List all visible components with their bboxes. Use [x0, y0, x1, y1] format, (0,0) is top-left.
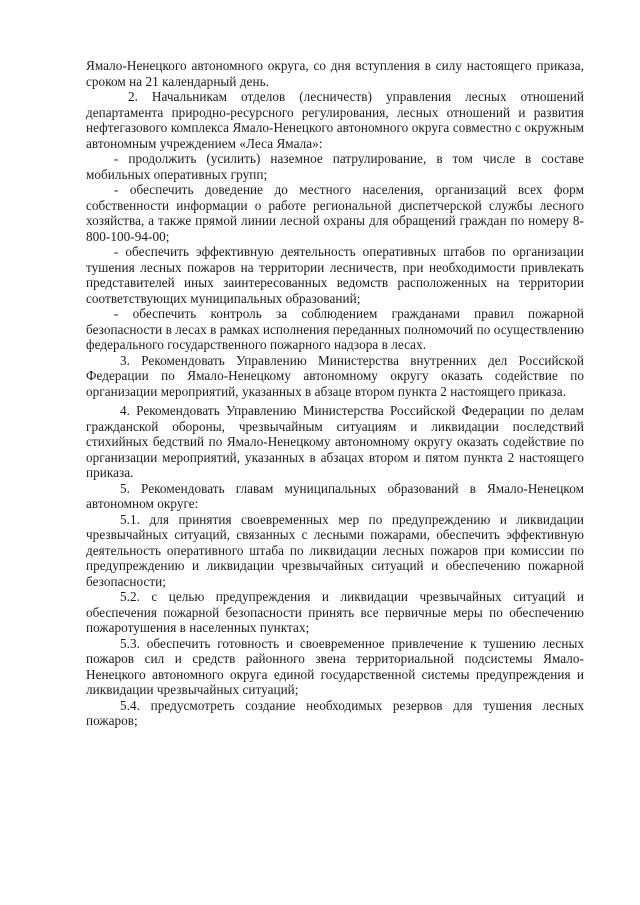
document-page: [86, 58, 584, 729]
paragraph-5-2: 5.2. с целью предупреждения и ликвидации чрезвычайных ситуаций и обеспечения пожарной безопасности принять все первичные меры по обеспечению пожаротушения в населенных пунктах;: [86, 589, 584, 635]
list-item-fire-safety-control: - обеспечить контроль за соблюдением гражданами правил пожарной безопасности в лесах в рамках исполнения переданных полномочий по осуществлению федерального государственного пожарного надзора в лесах.: [86, 306, 584, 352]
list-item-operational-headquarters: - обеспечить эффективную деятельность оперативных штабов по организации тушения лесных пожаров на территории лесничеств, при необходимости привлекать представителей иных заинтересованных ведомств расположенных на территории соответствующих муниципальных образований;: [86, 244, 584, 306]
list-item-patrol: - продолжить (усилить) наземное патрулирование, в том числе в составе мобильных оперативных групп;: [86, 151, 584, 182]
paragraph-5-1: 5.1. для принятия своевременных мер по предупреждению и ликвидации чрезвычайных ситуаций, связанных с лесными пожарами, обеспечить эффективную деятельность оперативного штаба по ликвидации лесных пожаров при комиссии по предупреждению и ликвидации чрезвычайных ситуаций и обеспечению пожарной безопасности;: [86, 511, 584, 589]
list-item-inform-population: - обеспечить доведение до местного населения, организаций всех форм собственности информации о работе региональной диспетчерской службы лесного хозяйства, а также прямой линии лесной охраны для обращений граждан по номеру 8-800-100-94-00;: [86, 182, 584, 244]
paragraph-5: 5. Рекомендовать главам муниципальных образований в Ямало-Ненецком автономном округе:: [86, 480, 584, 511]
paragraph-4: 4. Рекомендовать Управлению Министерства Российской Федерации по делам гражданской обороны, чрезвычайным ситуациям и ликвидации последствий стихийных бедствий по Ямало-Ненецкому автономному округу оказать содействие по организации мероприятий, указанных в абзацах втором и пятом пункта 2 настоящего приказа.: [86, 403, 584, 480]
paragraph-5-3: 5.3. обеспечить готовность и своевременное привлечение к тушению лесных пожаров сил и средств районного звена территориальной подсистемы Ямало-Ненецкого автономного округа единой государственной системы предупреждения и ликвидации чрезвычайных ситуаций;: [86, 635, 584, 697]
paragraph-2-heading: 2. Начальникам отделов (лесничеств) управления лесных отношений департамента природно-ресурсного регулирования, лесных отношений и развития нефтегазового комплекса Ямало-Ненецкого автономного округа совместно с окружным автономным учреждением «Леса Ямала»:: [86, 89, 584, 151]
paragraph-1-continuation: Ямало-Ненецкого автономного округа, со дня вступления в силу настоящего приказа, сроком на 21 календарный день.: [86, 58, 584, 89]
paragraph-5-4: 5.4. предусмотреть создание необходимых резервов для тушения лесных пожаров;: [86, 697, 584, 728]
paragraph-3: 3. Рекомендовать Управлению Министерства внутренних дел Российской Федерации по Ямало-Ненецкому автономному округу оказать содействие по организации мероприятий, указанных в абзаце втором пункта 2 настоящего приказа.: [86, 352, 584, 399]
